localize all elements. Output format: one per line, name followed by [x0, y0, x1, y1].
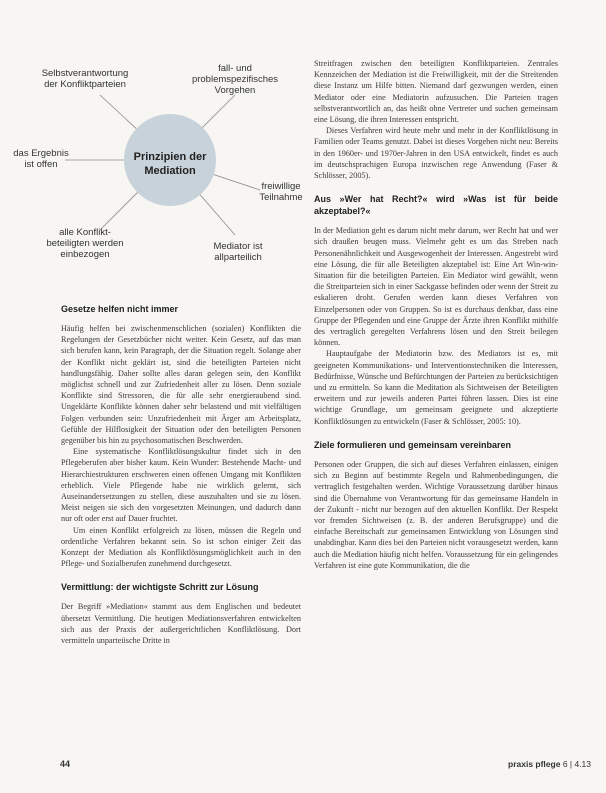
- node-ergebnis-offen: das Ergebnis ist offen: [13, 148, 69, 170]
- right-paragraph-2: Dieses Verfahren wird heute mehr und mehr in der Konfliktlösung in Familien oder Teams genutzt. Dabei ist dieses Vorgehen nicht neu: Bereits in den 1960er- und 1970er-Jahren in den USA entwickelt, findet es auch im deutschsprachigen Europa inzwischen rege Anwendung (Faser & Schlösser, 2005).: [314, 126, 558, 181]
- node-fall-und-problemspezifisch: fall- und problemspezifisches Vorgehen: [191, 63, 279, 96]
- left-paragraph-1: Häufig helfen bei zwischenmenschlichen (sozialen) Konflikten die Regelungen der Gesetzbücher nicht weiter. Kein Gesetz, auf das man sich berufen kann, kein Paragraph, der die Situation regelt. Solange aber der Konflikt nicht geklärt ist, sind die beteiligten Parteien nicht handlungsfähig. Daher sollte alles daran gelegen sein, den Konflikt möglichst schnell und zur Zufriedenheit aller zu lösen. Denn soziale Konflikte sind Stressoren, die für alle sehr energieraubend sind. Ungeklärte Konflikte können daher sehr belastend und mit vielfältigen Folgen verbunden sein: Unzufriedenheit mit Ärger am Arbeitsplatz, Gefühle der Hilflosigkeit der Situation oder den beteiligten Personen gegenüber bis hin zu psychosomatischen Beschwerden.: [61, 324, 301, 446]
- left-paragraph-2: Eine systematische Konfliktlösungskultur findet sich in den Pflegeberufen aber bisher kaum. Kein Wunder: Bestehende Macht- und Hierarchiestrukturen erschweren einen offenen Umgang mit Konflikten erheblich. Viele Pflegende habe nie wirklich gelernt, sich Auseinandersetzungen zu stellen, diese auszuhalten und sie zu lösen. Meist neigen sie sich den vorgesetzten Meinungen, und dadurch dann nur oft oder erst auf Dauer fruchtet.: [61, 447, 301, 524]
- heading-ziele: Ziele formulieren und gemeinsam vereinbaren: [314, 439, 512, 450]
- node-selbstverantwortung: Selbstverantwortung der Konfliktparteien: [41, 68, 129, 90]
- left-column: [61, 303, 301, 646]
- node-freiwillige-teilnahme: freiwillige Teilnahme: [259, 181, 303, 203]
- heading-wer-hat-recht: Aus »Wer hat Recht?« wird »Was ist für beide akzeptabel?«: [314, 194, 558, 217]
- journal-footer: [508, 759, 591, 769]
- right-paragraph-1: Streitfragen zwischen den beteiligten Konfliktparteien. Zentrales Kennzeichen der Mediation ist die Freiwilligkeit, mit der die Streitenden diese Instanz um Hilfe bitten. Niemand darf gezwungen werden, einen Mediator oder eine Mediatorin aufzusuchen. Die Parteien tragen selbstverantwortlich an, das heißt ohne Vertreter und suchen gemeinsam eine Lösung, die ihren Interessen entspricht.: [314, 59, 558, 125]
- left-paragraph-4: Der Begriff »Mediation« stammt aus dem Englischen und bedeutet übersetzt Vermittlung. Die heutigen Mediationsverfahren entwickelten sich aus der Praxis der außergerichtlichen Konfliktlösung. Dort vermitteln unparteiische Dritte in: [61, 602, 301, 646]
- right-column: [314, 58, 558, 571]
- heading-gesetze: Gesetze helfen nicht immer: [61, 304, 179, 314]
- heading-vermittlung: Vermittlung: der wichtigste Schritt zur Lösung: [61, 582, 259, 593]
- journal-issue: 6 | 4.13: [562, 759, 592, 769]
- journal-name: praxis pflege: [508, 759, 561, 769]
- page-number: 44: [60, 759, 71, 769]
- right-paragraph-3: In der Mediation geht es darum nicht mehr darum, wer Recht hat und wer sich draußen beugen muss. Vielmehr geht es um das Streben nach Personenähnlichkeit und Ausgewogenheit der Interessen. Angestrebt wird eine Lösung, die für alle Beteiligten akzeptabel ist: Eine Art Win-win-Situation für die beteiligten Parteien. Ein Mediator wird gewählt, wenn die Streitparteien sich in einer Sackgasse befinden oder wenn der Streit zu eskalieren droht. Gerufen werden kann dieses Verfahren von Einzelpersonen oder von Gruppen. So ist es durchaus denkbar, dass eine Gruppe der Pflegenden und eine Gruppe der Ärzte ihren Konflikt mithilfe des vertraglich geregelten Verfahrens lösen und den Streit beilegen können.: [314, 226, 558, 348]
- right-paragraph-4: Hauptaufgabe der Mediatorin bzw. des Mediators ist es, mit geeigneten Kommunikations- und Interventionstechniken die Interessen, Bedürfnisse, Wünsche und Befürchtungen der Parteien zu berücksichtigen und zu ermitteln. So kann die Meditation als Sichtweisen der Beteiligten erweitern und zur jeweils anderen Partei führen lassen. Dies ist eine wichtige Grundlage, um gemeinsam geeignete und akzeptierte Konfliktlösungen zu entwickeln (Faser & Schlösser, 2005: 10).: [314, 349, 558, 426]
- diagram-center-label: Prinzipien der Mediation: [133, 151, 207, 177]
- principles-diagram: [10, 55, 303, 295]
- right-paragraph-5: Personen oder Gruppen, die sich auf dieses Verfahren einlassen, einigen sich zu Beginn auf bestimmte Regeln und Rahmenbedingungen, die vertraglich festgehalten werden. Wichtige Voraussetzung darüber hinaus sind die Übernahme von Verantwortung für das gemeinsame Handeln in der Zukunft - nicht nur bezogen auf den aktuellen Konflikt. Der Respekt vor fremden Sichtweisen (z. B. der anderen Berufsgruppe) und die einfache Bereitschaft zur gemeinsamen Entwicklung von Lösungen sind unabdingbar. Kann dies bei den Parteien nicht vorausgesetzt werden, kann auch die Mediation häufig nicht helfen. Voraussetzung für ein gelingendes Verfahren ist eine gute Kommunikation, die die: [314, 459, 558, 570]
- node-mediator-allparteilich: Mediator ist allparteilich: [213, 241, 263, 263]
- node-alle-konfliktbeteiligten: alle Konflikt-beteiligten werden einbezogen: [46, 227, 124, 260]
- left-paragraph-3: Um einen Konflikt erfolgreich zu lösen, müssen die Regeln und ordentliche Verfahren bekannt sein. So ist schon einiger Zeit das Konzept der Mediation als Konfliktlösungsmöglichkeit auch in den Pflege- und Sozialberufen zunehmend durchgesetzt.: [61, 525, 301, 569]
